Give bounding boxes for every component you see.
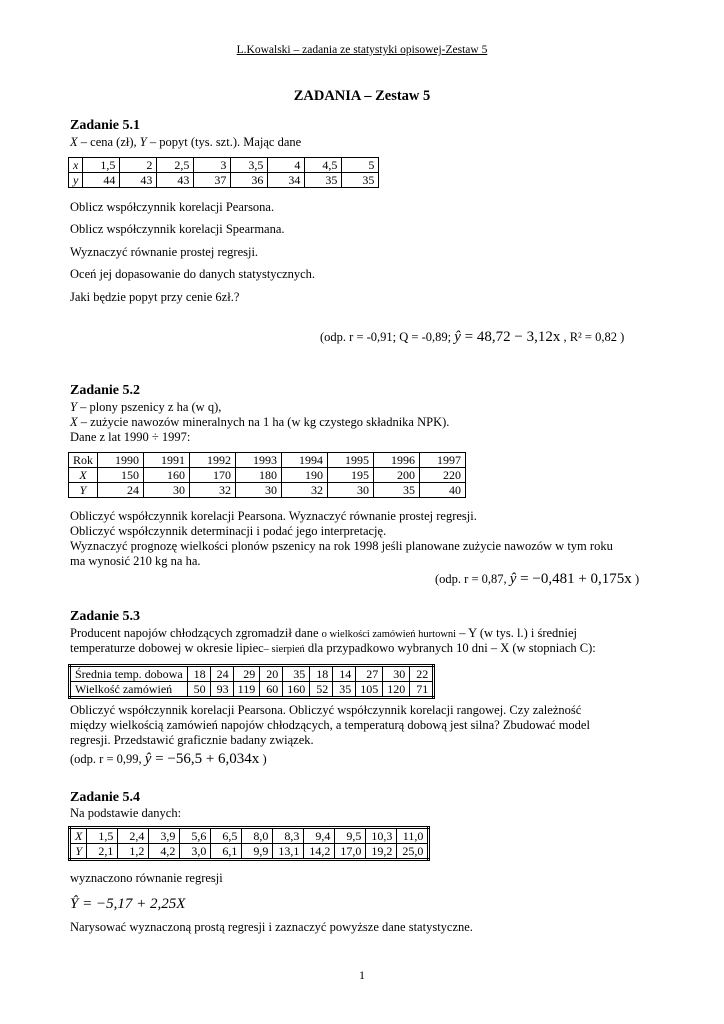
table-cell: 11,0 <box>397 828 429 844</box>
table-cell: 1997 <box>420 453 466 468</box>
table-cell: 1,2 <box>118 844 149 860</box>
task-5-2-heading: Zadanie 5.2 <box>70 383 141 398</box>
table-cell: 71 <box>410 682 434 698</box>
table-cell: 8,0 <box>242 828 273 844</box>
task-5-4-line-1: wyznaczono równanie regresji <box>70 871 223 885</box>
table-row <box>69 173 379 188</box>
task-5-2-data-table <box>68 452 466 498</box>
task-5-4-data-table <box>68 826 430 861</box>
table-cell: 5,6 <box>180 828 211 844</box>
task-5-2-def-y: Y – plony pszenicy z ha (w q), <box>70 400 222 414</box>
table-cell: 1992 <box>190 453 236 468</box>
table-cell: 30 <box>328 483 374 498</box>
page-number: 1 <box>359 968 365 982</box>
table-row <box>69 453 466 468</box>
task-5-3-data-table <box>68 664 435 699</box>
table-row <box>69 468 466 483</box>
table-cell: 24 <box>210 666 233 682</box>
table-cell: 13,1 <box>273 844 304 860</box>
page-header: L.Kowalski – zadania ze statystyki opisowej-Zestaw 5 <box>236 44 488 56</box>
task-5-2-line-4: ma wynosić 210 kg na ha. <box>70 554 201 568</box>
table-cell: 24 <box>98 483 144 498</box>
table-cell: 190 <box>282 468 328 483</box>
table-cell: 1996 <box>374 453 420 468</box>
table-row-label: x <box>69 158 83 173</box>
task-5-4-line-2: Narysować wyznaczoną prostą regresji i zaznaczyć powyższe dane statystyczne. <box>70 920 473 934</box>
table-cell: 29 <box>233 666 260 682</box>
table-cell: 35 <box>333 682 356 698</box>
task-5-2-def-x: X – zużycie nawozów mineralnych na 1 ha (w kg czystego składnika NPK). <box>70 415 450 429</box>
table-cell: 44 <box>83 173 120 188</box>
table-row-label: X <box>70 828 87 844</box>
task-5-1-line-3: Wyznaczyć równanie prostej regresji. <box>70 245 259 259</box>
table-cell: 9,9 <box>242 844 273 860</box>
table-cell: 36 <box>231 173 268 188</box>
task-5-2-line-3: Wyznaczyć prognozę wielkości plonów pszenicy na rok 1998 jeśli planowane zużycie nawozów w tym roku <box>70 539 613 553</box>
table-cell: 30 <box>144 483 190 498</box>
task-5-1-heading: Zadanie 5.1 <box>70 118 141 133</box>
table-cell: 27 <box>356 666 383 682</box>
task-5-1-intro: X – cena (zł), Y – popyt (tys. szt.). Mając dane <box>70 135 302 149</box>
table-cell: 37 <box>194 173 231 188</box>
task-5-1-data-table <box>68 157 379 188</box>
table-cell: 19,2 <box>366 844 397 860</box>
table-cell: 43 <box>120 173 157 188</box>
task-5-2-answer: (odp. r = 0,87, ŷ = −0,481 + 0,175x ) <box>435 571 640 587</box>
table-cell: 119 <box>233 682 260 698</box>
table-cell: 4,2 <box>149 844 180 860</box>
table-cell: 1990 <box>98 453 144 468</box>
task-5-1-answer: (odp. r = -0,91; Q = -0,89; ŷ = 48,72 − 3,12x , R² = 0,82 ) <box>320 329 625 345</box>
table-row-label: Średnia temp. dobowa <box>70 666 188 682</box>
task-5-2-line-2: Obliczyć współczynnik determinacji i podać jego interpretację. <box>70 524 387 538</box>
task-5-3-intro-1: Producent napojów chłodzących zgromadził dane o wielkości zamówień hurtowni – Y (w tys. l.) i średniej <box>70 626 578 640</box>
table-cell: 14,2 <box>304 844 335 860</box>
table-cell: 8,3 <box>273 828 304 844</box>
table-cell: 1995 <box>328 453 374 468</box>
task-5-3-heading: Zadanie 5.3 <box>70 609 141 624</box>
table-cell: 160 <box>144 468 190 483</box>
table-cell: 60 <box>260 682 283 698</box>
table-cell: 2,4 <box>118 828 149 844</box>
task-5-4-heading: Zadanie 5.4 <box>70 790 141 805</box>
task-5-2-line-1: Obliczyć współczynnik korelacji Pearsona. Wyznaczyć równanie prostej regresji. <box>70 509 477 523</box>
table-cell: 150 <box>98 468 144 483</box>
table-cell: 105 <box>356 682 383 698</box>
table-cell: 3,9 <box>149 828 180 844</box>
table-cell: 4 <box>268 158 305 173</box>
table-row <box>70 828 429 844</box>
table-cell: 25,0 <box>397 844 429 860</box>
table-cell: 160 <box>283 682 310 698</box>
table-cell: 170 <box>190 468 236 483</box>
table-cell: 30 <box>236 483 282 498</box>
task-5-3-answer: (odp. r = 0,99, ŷ = −56,5 + 6,034x ) <box>70 751 267 767</box>
table-cell: 32 <box>190 483 236 498</box>
table-cell: 1,5 <box>83 158 120 173</box>
table-cell: 120 <box>383 682 410 698</box>
task-5-4-intro: Na podstawie danych: <box>70 806 182 820</box>
task-5-3-intro-2: temperaturze dobowej w okresie lipiec– sierpień dla przypadkowo wybranych 10 dni – X (w stopniach C): <box>70 641 596 655</box>
table-cell: 1993 <box>236 453 282 468</box>
page-title: ZADANIA – Zestaw 5 <box>293 88 431 104</box>
table-cell: 35 <box>305 173 342 188</box>
table-cell: 50 <box>187 682 210 698</box>
table-row-label: y <box>69 173 83 188</box>
table-cell: 1994 <box>282 453 328 468</box>
table-cell: 6,1 <box>211 844 242 860</box>
task-5-2-years: Dane z lat 1990 ÷ 1997: <box>70 430 191 444</box>
table-cell: 43 <box>157 173 194 188</box>
task-5-3-line-1: Obliczyć współczynnik korelacji Pearsona. Obliczyć współczynnik korelacji rangowej. Czy zależność <box>70 703 582 717</box>
table-cell: 93 <box>210 682 233 698</box>
table-row <box>70 844 429 860</box>
table-cell: 2 <box>120 158 157 173</box>
table-cell: 35 <box>374 483 420 498</box>
table-cell: 3,5 <box>231 158 268 173</box>
table-cell: 1991 <box>144 453 190 468</box>
table-cell: 34 <box>268 173 305 188</box>
table-row-label: Y <box>70 844 87 860</box>
table-cell: 52 <box>310 682 333 698</box>
table-cell: 3,0 <box>180 844 211 860</box>
table-cell: 6,5 <box>211 828 242 844</box>
table-cell: 17,0 <box>335 844 366 860</box>
table-cell: 5 <box>342 158 379 173</box>
task-5-1-line-4: Oceń jej dopasowanie do danych statystycznych. <box>70 267 316 281</box>
task-5-3-line-2: między wielkością zamówień napojów chłodzących, a temperaturą dobową jest silna? Zbudować model <box>70 718 590 732</box>
table-cell: 18 <box>187 666 210 682</box>
table-cell: 20 <box>260 666 283 682</box>
table-cell: 200 <box>374 468 420 483</box>
table-cell: 35 <box>342 173 379 188</box>
table-cell: 14 <box>333 666 356 682</box>
table-cell: 3 <box>194 158 231 173</box>
table-cell: 9,4 <box>304 828 335 844</box>
table-cell: 220 <box>420 468 466 483</box>
table-row-label: Rok <box>69 453 98 468</box>
table-cell: 10,3 <box>366 828 397 844</box>
table-cell: 2,1 <box>87 844 118 860</box>
table-row-label: Y <box>69 483 98 498</box>
task-5-1-line-1: Oblicz współczynnik korelacji Pearsona. <box>70 200 275 214</box>
table-row-label: Wielkość zamówień <box>70 682 188 698</box>
task-5-1-line-5: Jaki będzie popyt przy cenie 6zł.? <box>70 290 240 304</box>
table-row <box>70 682 434 698</box>
table-cell: 2,5 <box>157 158 194 173</box>
task-5-1-line-2: Oblicz współczynnik korelacji Spearmana. <box>70 222 285 236</box>
table-cell: 9,5 <box>335 828 366 844</box>
table-cell: 180 <box>236 468 282 483</box>
table-cell: 22 <box>410 666 434 682</box>
table-cell: 35 <box>283 666 310 682</box>
task-5-4-regression-equation: Ŷ = −5,17 + 2,25X <box>70 896 186 912</box>
table-row <box>69 158 379 173</box>
table-cell: 4,5 <box>305 158 342 173</box>
task-5-3-line-3: regresji. Przedstawić graficznie badany związek. <box>70 733 314 747</box>
table-cell: 195 <box>328 468 374 483</box>
table-cell: 40 <box>420 483 466 498</box>
table-cell: 32 <box>282 483 328 498</box>
table-row <box>69 483 466 498</box>
table-cell: 30 <box>383 666 410 682</box>
table-cell: 18 <box>310 666 333 682</box>
table-row-label: X <box>69 468 98 483</box>
table-row <box>70 666 434 682</box>
table-cell: 1,5 <box>87 828 118 844</box>
